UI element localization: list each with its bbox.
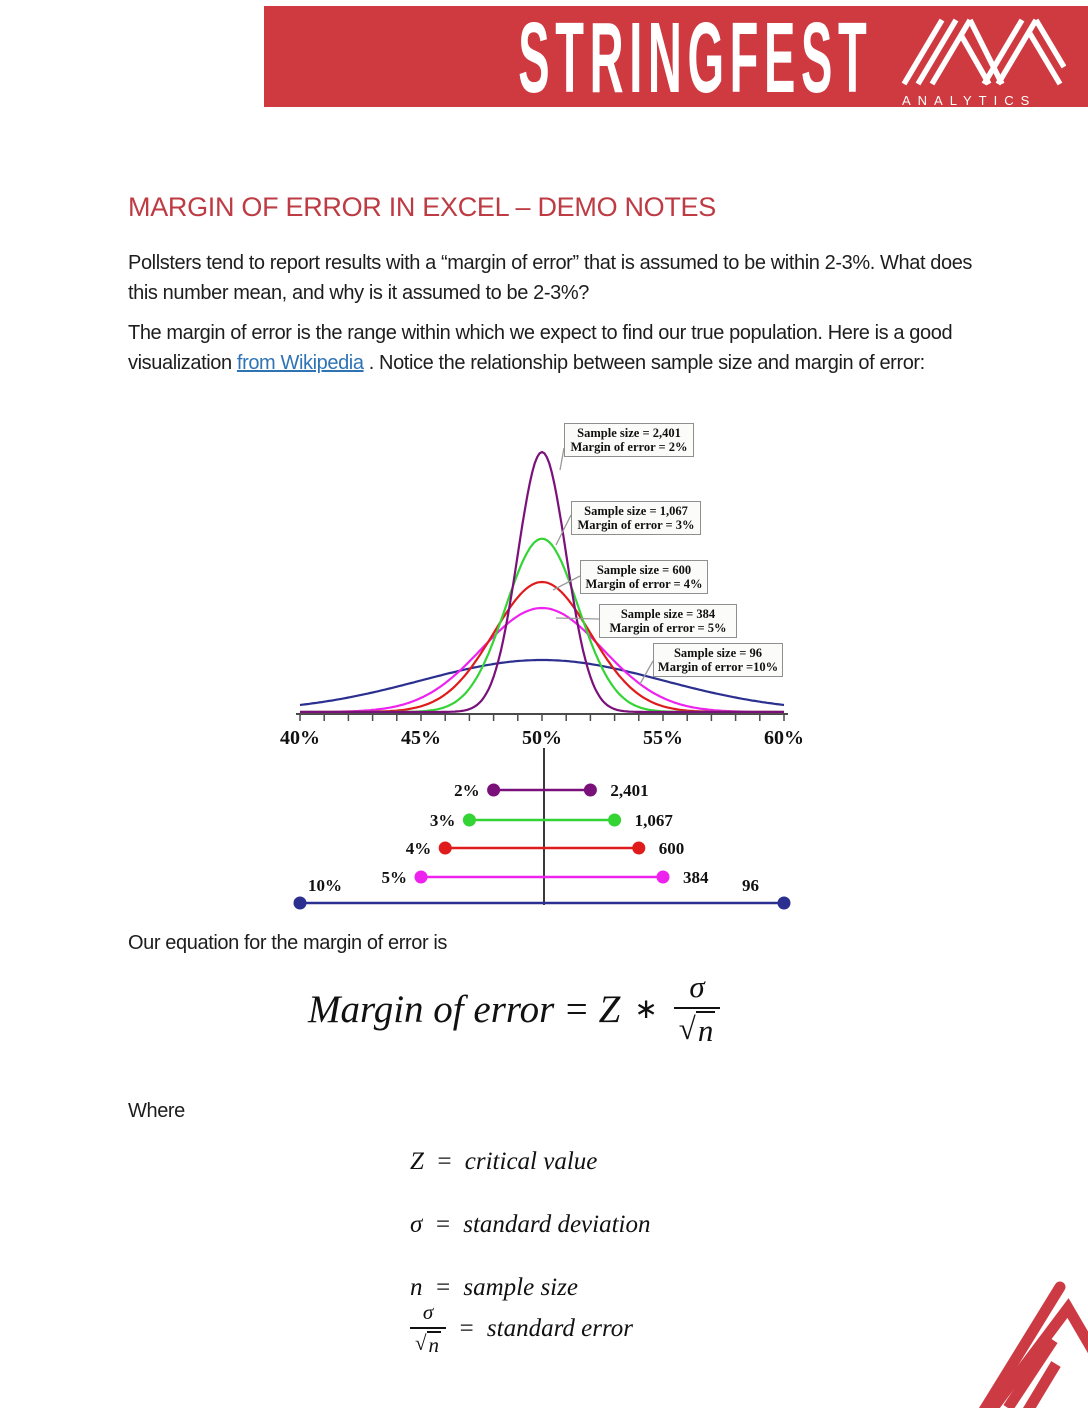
equals-sign: = [434, 1274, 452, 1301]
interval-dot [584, 784, 597, 797]
intro-paragraph: Pollsters tend to report results with a “margin of error” that is assumed to be within 2-3%. What does this number mean, and why is it assumed to be 2-3%? [128, 252, 973, 304]
def-meaning: standard error [486, 1315, 633, 1342]
def-symbol: σ [410, 1211, 423, 1238]
callout-line: Sample size = 1,067 [584, 504, 688, 518]
header-banner [264, 2, 1088, 114]
n-symbol: n [697, 1013, 714, 1048]
sigma-over-sqrt-n [410, 1300, 446, 1358]
where-label: Where [128, 1100, 185, 1122]
interval-dot [657, 871, 670, 884]
def-symbol: Z [410, 1148, 424, 1175]
x-axis-label: 55% [643, 727, 683, 749]
interval-dot [778, 897, 791, 910]
equation-intro: Our equation for the margin of error is [128, 932, 447, 954]
sqrt-n [410, 1327, 446, 1358]
callout-leader-line [640, 661, 653, 684]
stringfest-corner-logo-icon [860, 1180, 1088, 1408]
equation-lhs [308, 987, 620, 1032]
moe-label: 4% [405, 839, 432, 858]
callout-sample-384 [599, 604, 737, 638]
radical-sign: √ [415, 1331, 427, 1355]
multiplication-sign: ∗ [634, 994, 658, 1025]
sample-size-label: 1,067 [634, 811, 673, 830]
sqrt-n [674, 1007, 721, 1049]
x-axis-label: 45% [401, 727, 441, 749]
moe-label: 3% [429, 811, 456, 830]
radical-sign: √ [678, 1011, 696, 1046]
n-symbol: n [428, 1333, 440, 1357]
sigma-over-sqrt-n [674, 969, 721, 1049]
moe-label: 10% [308, 876, 342, 895]
definition-sigma [410, 1211, 650, 1239]
brand-wordmark: STRINGFEST [517, 2, 872, 114]
interval-dot [415, 871, 428, 884]
x-axis-label: 50% [522, 727, 562, 749]
interval-dot [632, 842, 645, 855]
callout-line: Margin of error = 3% [577, 518, 695, 532]
interval-dot [487, 784, 500, 797]
equals-sign: = [435, 1148, 453, 1175]
equals-sign: = [563, 987, 590, 1031]
sigma-symbol: σ [422, 1300, 434, 1324]
callout-leader-line [556, 618, 599, 619]
moe-label: 5% [381, 868, 407, 887]
def-symbol: n [410, 1274, 423, 1301]
paragraph-text: . Notice the relationship between sample size and margin of error: [363, 352, 925, 374]
x-axis-label: 40% [280, 727, 320, 749]
def-meaning: sample size [463, 1274, 578, 1301]
def-meaning: critical value [464, 1148, 598, 1175]
sample-size-label: 384 [683, 868, 709, 887]
callout-line: Margin of error = 4% [585, 577, 703, 591]
wikipedia-link[interactable]: from Wikipedia [236, 352, 364, 374]
sample-size-label: 2,401 [610, 781, 649, 800]
callout-sample-2401 [564, 423, 694, 457]
page-title: MARGIN OF ERROR IN EXCEL – DEMO NOTES [128, 192, 716, 222]
callout-line: Margin of error =10% [657, 660, 779, 674]
definition-z [410, 1148, 597, 1176]
callout-line: Sample size = 96 [673, 646, 763, 660]
callout-line: Sample size = 2,401 [577, 426, 681, 440]
margin-of-error-chart [272, 418, 812, 918]
equation-words: Margin of error [308, 987, 555, 1031]
moe-label: 2% [454, 781, 480, 800]
brand-subtitle: ANALYTICS [902, 93, 1037, 108]
margin-of-error-equation [308, 966, 720, 1052]
interval-dot [608, 814, 621, 827]
definition-n [410, 1274, 578, 1302]
x-axis-label: 60% [764, 727, 804, 749]
callout-leader-line [553, 576, 580, 590]
definition-standard-error [410, 1300, 633, 1358]
paragraph-text: The margin of error is the range within which we expect to find our true population. Here is a good visualization [128, 322, 953, 374]
interval-dot [463, 814, 476, 827]
sigma-symbol: σ [689, 969, 705, 1004]
callout-sample-96 [653, 643, 783, 677]
interval-dot [439, 842, 452, 855]
interval-dot [294, 897, 307, 910]
sample-size-label: 96 [742, 876, 759, 895]
callout-sample-600 [580, 560, 708, 594]
stringfest-logo-icon [898, 14, 1066, 108]
callout-line: Sample size = 384 [620, 607, 716, 621]
callout-line: Sample size = 600 [596, 563, 692, 577]
visualization-paragraph [128, 318, 980, 378]
callout-line: Margin of error = 2% [570, 440, 688, 454]
equals-sign: = [434, 1211, 452, 1238]
z-symbol: Z [598, 987, 621, 1031]
sample-size-label: 600 [658, 839, 685, 858]
def-meaning: standard deviation [463, 1211, 651, 1238]
callout-line: Margin of error = 5% [609, 621, 727, 635]
equals-sign: = [458, 1315, 475, 1342]
callout-sample-1067 [571, 501, 701, 535]
